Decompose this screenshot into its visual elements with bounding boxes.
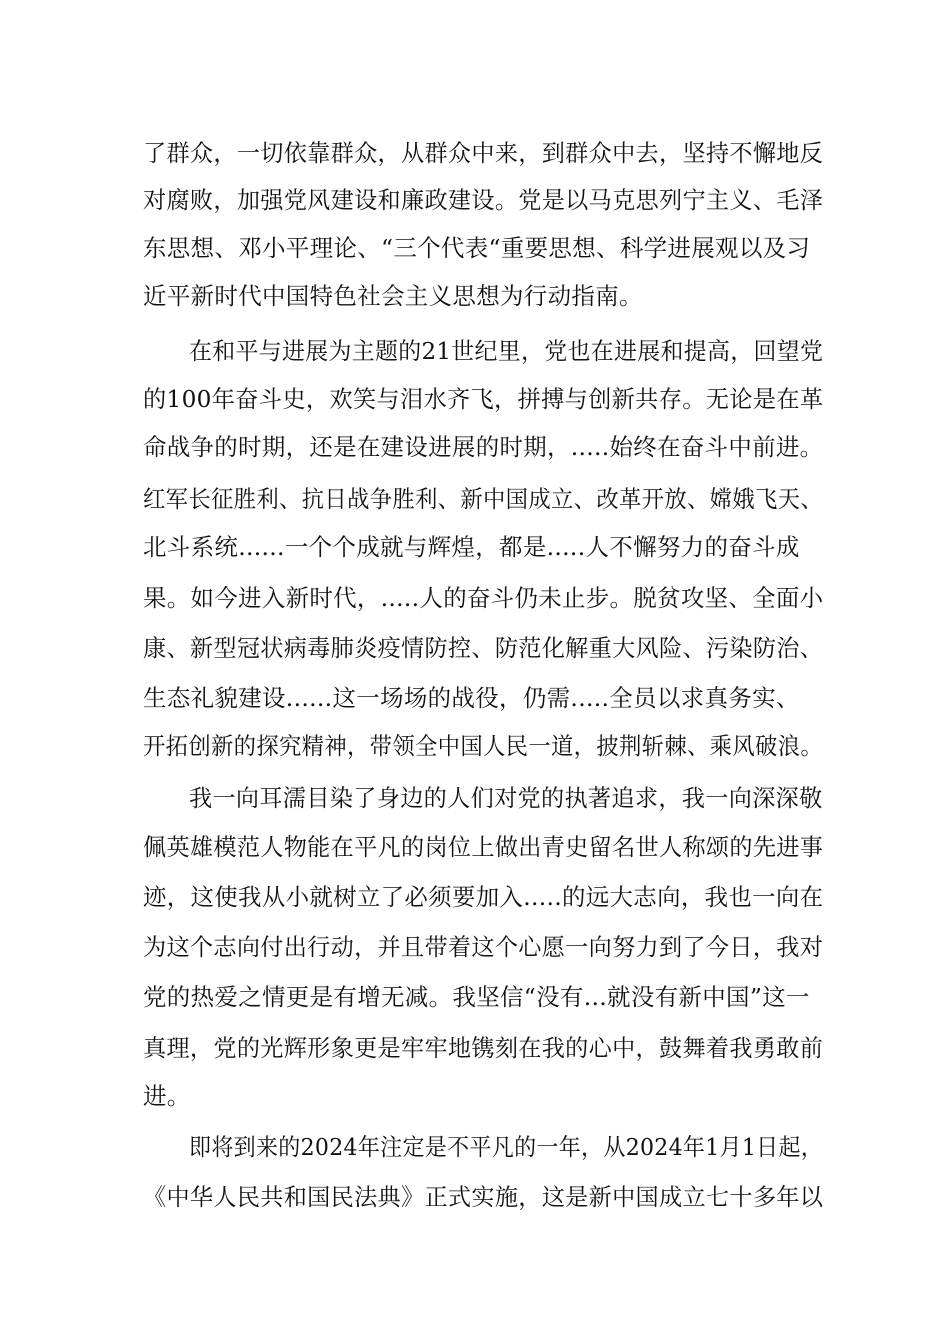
text-line: 康、新型冠状病毒肺炎疫情防控、防范化解重大风险、污染防治、 xyxy=(143,634,824,662)
text-line: 的100年奋斗史，欢笑与泪水齐飞，拼搏与创新共存。无论是在革 xyxy=(143,385,824,413)
text-line: 《中华人民共和国民法典》正式实施，这是新中国成立七十多年以 xyxy=(143,1183,824,1211)
text-line: 北斗系统......一个个成就与辉煌，都是.....人不懈努力的奋斗成 xyxy=(143,533,800,561)
text-line: 对腐败，加强党风建设和廉政建设。党是以马克思列宁主义、毛泽 xyxy=(143,186,824,214)
text-line: 进。 xyxy=(143,1082,191,1110)
paragraph-first-line: 我一向耳濡目染了身边的人们对党的执著追求，我一向深深敬 xyxy=(189,784,823,812)
paragraph-first-line: 即将到来的2024年注定是不平凡的一年，从2024年1月1日起， xyxy=(189,1133,824,1161)
text-line: 红军长征胜利、抗日战争胜利、新中国成立、改革开放、嫦娥飞天、 xyxy=(143,485,824,513)
text-line: 了群众，一切依靠群众，从群众中来，到群众中去，坚持不懈地反 xyxy=(143,139,824,167)
text-line: 佩英雄模范人物能在平凡的岗位上做出青史留名世人称颂的先进事 xyxy=(143,833,824,861)
text-line: 生态礼貌建设......这一场场的战役，仍需.....全员以求真务实、 xyxy=(143,684,800,712)
text-line: 迹，这使我从小就树立了必须要加入.....的远大志向，我也一向在 xyxy=(143,883,824,911)
text-line: 党的热爱之情更是有增无减。我坚信“没有...就没有新中国”这一 xyxy=(143,983,810,1011)
text-line: 近平新时代中国特色社会主义思想为行动指南。 xyxy=(143,282,643,310)
text-line: 为这个志向付出行动，并且带着这个心愿一向努力到了今日，我对 xyxy=(143,933,824,961)
text-line: 开拓创新的探究精神，带领全中国人民一道，披荆斩棘、乘风破浪。 xyxy=(143,732,824,760)
text-line: 真理，党的光辉形象更是牢牢地镌刻在我的心中，鼓舞着我勇敢前 xyxy=(143,1034,824,1062)
text-line: 果。如今进入新时代，.....人的奋斗仍未止步。脱贫攻坚、全面小 xyxy=(143,584,824,612)
text-line: 东思想、邓小平理论、“三个代表“重要思想、科学进展观以及习 xyxy=(143,234,811,262)
paragraph-first-line: 在和平与进展为主题的21世纪里，党也在进展和提高，回望党 xyxy=(189,337,824,365)
text-line: 命战争的时期，还是在建设进展的时期，.....始终在奋斗中前进。 xyxy=(143,433,824,461)
